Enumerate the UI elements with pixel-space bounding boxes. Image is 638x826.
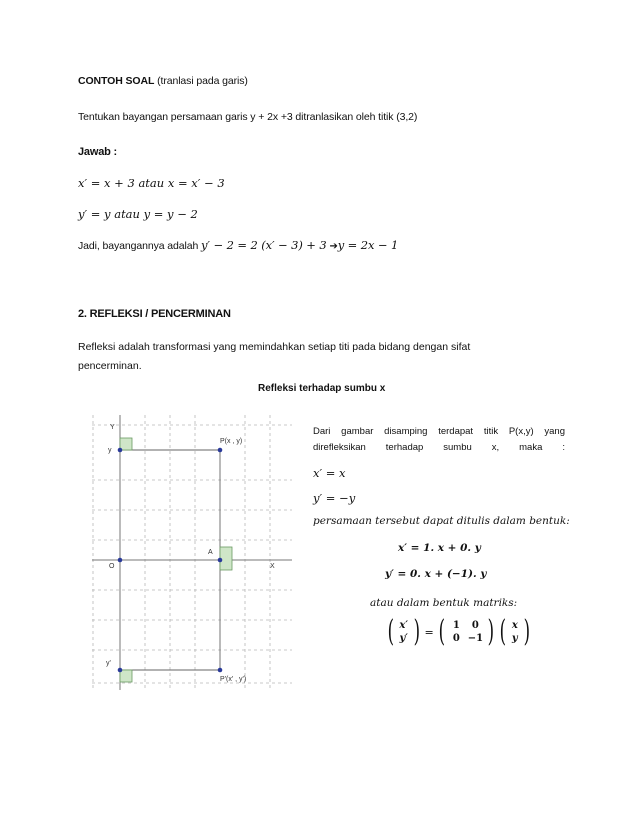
transform-matrix: 1 0 0 −1 <box>452 620 484 644</box>
point-p-label: P(x , y) <box>220 438 243 445</box>
note-matrix: atau dalam bentuk matriks: <box>370 597 518 609</box>
answer-line-2: y′ = y atau y = y − 2 <box>78 207 198 221</box>
section-2-title: 2. REFLEKSI / PENCERMINAN <box>78 308 231 320</box>
example-title <box>78 75 248 87</box>
description-text: Dari gambar disamping terdapat titik P(x,y) yang direfleksikan terhadap sumbu x, maka : <box>313 426 565 453</box>
matrix-equals: = <box>424 625 434 639</box>
result-math: y′ − 2 = 2 (x′ − 3) + 3 <box>201 238 327 252</box>
answer-label: Jawab : <box>78 146 117 158</box>
y-tick-label: y <box>108 447 112 454</box>
definition-text: Refleksi adalah transformasi yang memindahkan setiap titi pada bidang dengan sifat pencerminan. <box>78 341 471 372</box>
result-prefix: Jadi, bayangannya adalah <box>78 240 202 252</box>
yprime-tick-label: y' <box>106 660 111 667</box>
example-title-rest: (tranlasi pada garis) <box>154 75 248 87</box>
eq-bold-2: y′ = 0. x + (−1). y <box>385 568 487 580</box>
grid-lines <box>92 415 292 690</box>
result-math-2: y = 2x − 1 <box>337 238 399 252</box>
paren-open: ( <box>387 614 395 649</box>
paren-close: ) <box>413 614 420 649</box>
eq-y: y′ = −y <box>313 491 356 505</box>
reflection-figure <box>92 415 292 690</box>
point-a-label: A <box>208 549 213 556</box>
point-pprime-label: P'(x' , y') <box>220 676 247 683</box>
note-form: persamaan tersebut dapat ditulis dalam bentuk: <box>313 515 570 527</box>
rhs-vector: x y <box>511 620 518 644</box>
result-line <box>78 238 398 252</box>
subsection-title: Refleksi terhadap sumbu x <box>258 383 386 394</box>
example-title-bold: CONTOH SOAL <box>78 75 155 87</box>
problem-text: Tentukan bayangan persamaan garis y + 2x +3 ditranlasikan oleh titik (3,2) <box>78 111 418 123</box>
answer-line-1: x′ = x + 3 atau x = x′ − 3 <box>78 176 225 190</box>
lhs-vector: x′ y′ <box>399 620 409 644</box>
eq-bold-1: x′ = 1. x + 0. y <box>398 542 481 554</box>
x-axis-label: X <box>270 563 275 570</box>
eq-x: x′ = x <box>313 466 346 480</box>
matrix-equation: ( x′ y′ ) = ( 1 0 0 −1 ) ( x y ) <box>387 614 530 649</box>
origin-label: O <box>109 563 115 570</box>
arrow-icon: ➔ <box>329 241 338 252</box>
y-axis-label: Y <box>110 424 115 431</box>
